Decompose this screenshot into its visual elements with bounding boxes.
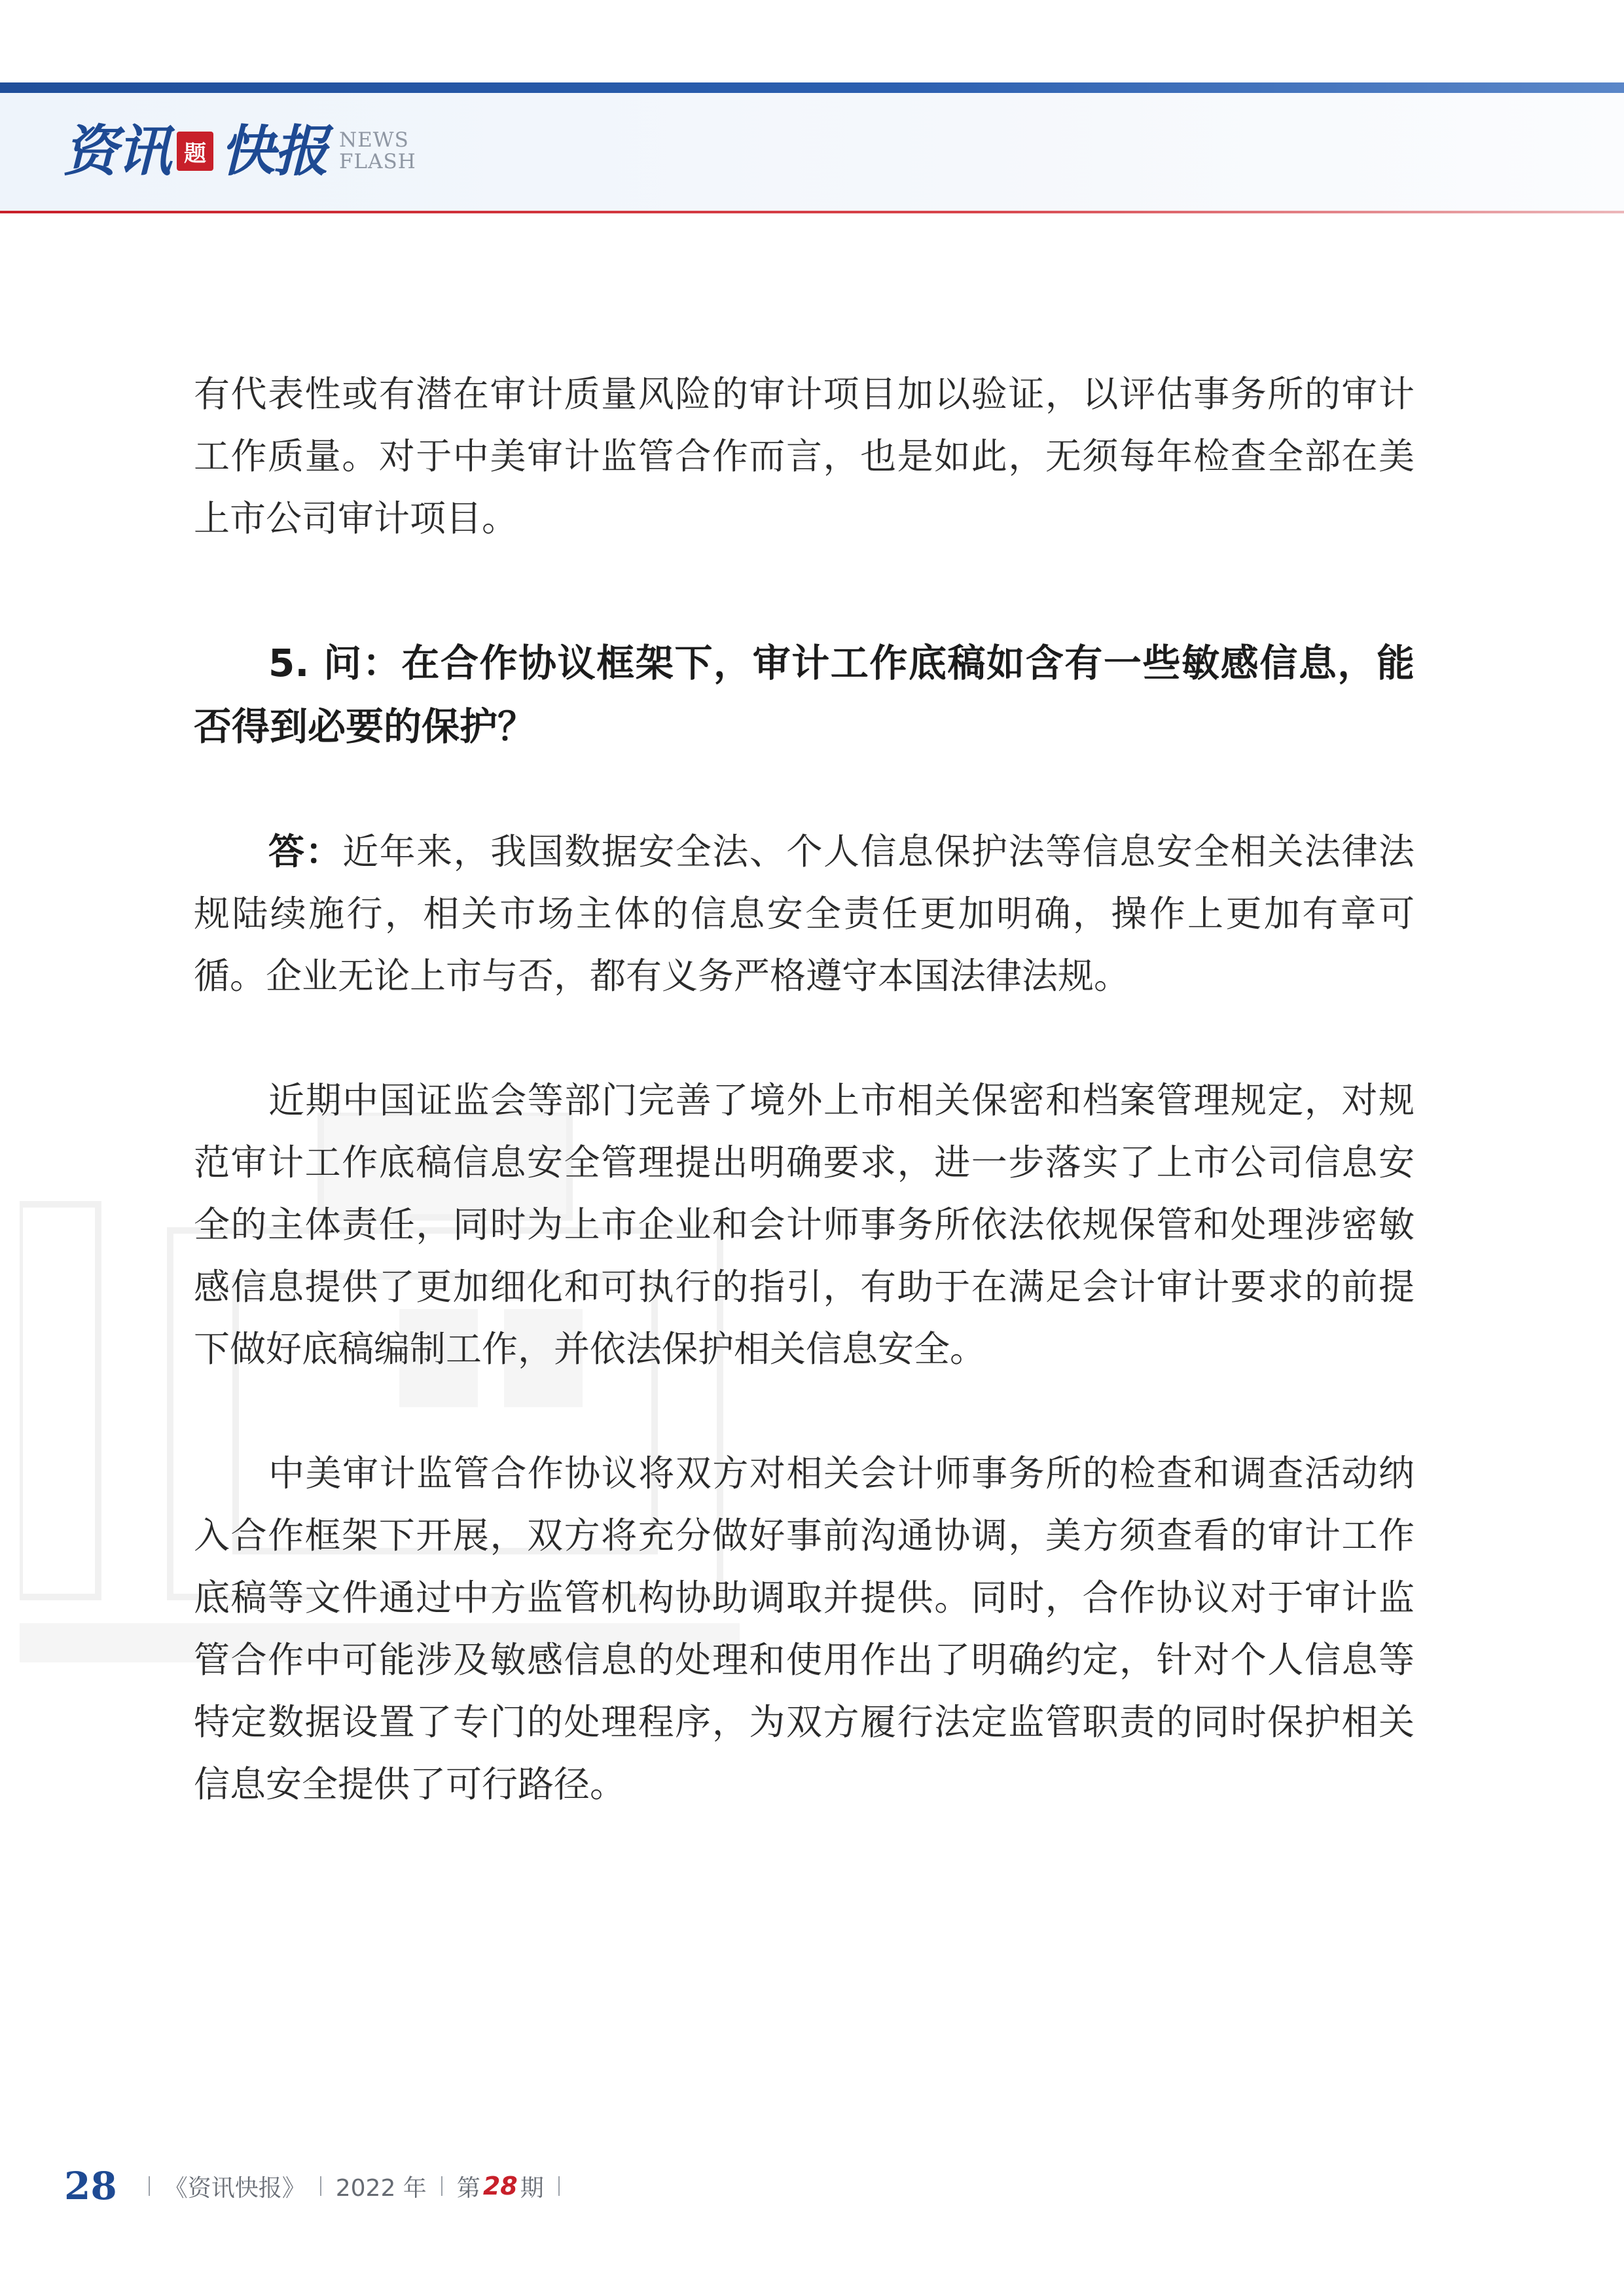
footer-publication: 《资讯快报》 bbox=[164, 2174, 306, 2202]
footer-issue-prefix: 第 bbox=[456, 2174, 480, 2202]
masthead-title-part2: 快报 bbox=[220, 118, 328, 183]
answer-label: 答： bbox=[268, 831, 343, 872]
paragraph-3: 中美审计监管合作协议将双方对相关会计师事务所的检查和调查活动纳入合作框架下开展，双方将充分做好事前沟通协调，美方须查看的审计工作底稿等文件通过中方监管机构协助调取并提供。同时，合作协议对于审计监管合作中可能涉及敏感信息的处理和使用作出了明确约定，针对个人信息等特定数据设置了专门的处理程序，为双方履行法定监管职责的同时保护相关信息安全提供了可行路径。 bbox=[194, 1452, 1415, 1805]
page-top-margin bbox=[0, 0, 1624, 82]
header-red-rule bbox=[0, 211, 1624, 213]
masthead-english-line1: NEWS bbox=[339, 128, 409, 152]
footer-issue-suffix: 期 bbox=[520, 2174, 544, 2202]
footer-issue-number: 28 bbox=[482, 2172, 518, 2200]
footer-year: 2022 年 bbox=[335, 2174, 427, 2202]
answer-paragraph bbox=[194, 821, 1415, 1007]
masthead-english-line2: FLASH bbox=[339, 150, 416, 173]
page-number: 28 bbox=[64, 2164, 117, 2208]
footer-divider bbox=[441, 2176, 442, 2196]
article-body bbox=[194, 363, 1415, 1816]
question-heading: 5. 问：在合作协议框架下，审计工作底稿如含有一些敏感信息，能否得到必要的保护？ bbox=[194, 641, 1415, 749]
footer-divider bbox=[558, 2176, 560, 2196]
answer-text: 近年来，我国数据安全法、个人信息保护法等信息安全相关法律法规陆续施行，相关市场主体的信息安全责任更加明确，操作上更加有章可循。企业无论上市与否，都有义务严格遵守本国法律法规。 bbox=[194, 831, 1415, 997]
page-footer bbox=[64, 2160, 574, 2212]
masthead-seal: 题 bbox=[177, 132, 213, 171]
header-blue-bar bbox=[0, 82, 1624, 93]
masthead bbox=[63, 115, 416, 187]
footer-divider bbox=[149, 2176, 150, 2196]
footer-divider bbox=[320, 2176, 321, 2196]
paragraph-continuation: 有代表性或有潜在审计质量风险的审计项目加以验证，以评估事务所的审计工作质量。对于中美审计监管合作而言，也是如此，无须每年检查全部在美上市公司审计项目。 bbox=[194, 373, 1415, 539]
paragraph-2: 近期中国证监会等部门完善了境外上市相关保密和档案管理规定，对规范审计工作底稿信息安全管理提出明确要求，进一步落实了上市公司信息安全的主体责任，同时为上市企业和会计师事务所依法依规保管和处理涉密敏感信息提供了更加细化和可执行的指引，有助于在满足会计审计要求的前提下做好底稿编制工作，并依法保护相关信息安全。 bbox=[194, 1079, 1415, 1370]
masthead-title-part1: 资讯 bbox=[63, 118, 171, 183]
masthead-english bbox=[339, 130, 416, 172]
